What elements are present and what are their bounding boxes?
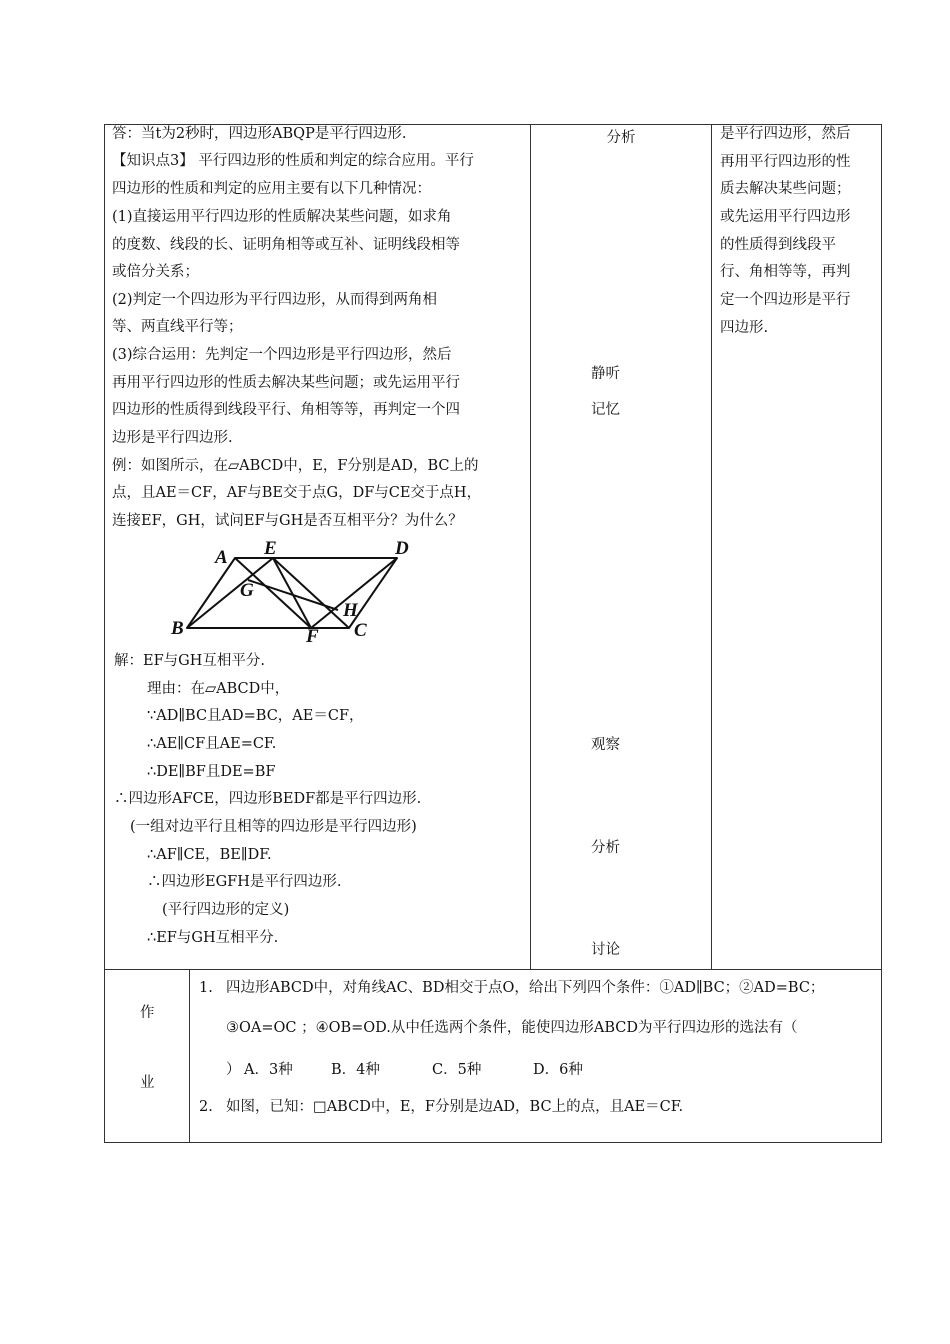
row-divider (104, 969, 882, 970)
homework-label: 作 (140, 1005, 155, 1021)
solution-line: ∴四边形EGFH是平行四边形. (147, 874, 342, 890)
case-2-line: 等、两直线平行等； (112, 319, 243, 335)
case-2-line: (2)判定一个四边形为平行四边形，从而得到两角相 (112, 292, 438, 308)
solution-line: (平行四边形的定义) (162, 902, 290, 918)
solution-line: ∴EF与GH互相平分. (147, 930, 279, 946)
label-e: E (264, 538, 277, 559)
option-a: A．3种 (244, 1062, 293, 1078)
case-1-line: 或倍分关系； (112, 264, 199, 280)
solution-line: ∴AE∥CF且AE=CF. (147, 736, 277, 752)
method-analyze: 分析 (591, 840, 620, 856)
note-line: 或先运用平行四边形 (720, 209, 851, 225)
segment-gh (248, 580, 338, 610)
option-d: D．6种 (533, 1062, 583, 1078)
label-d: D (395, 538, 409, 559)
note-line: 定一个四边形是平行 (720, 292, 851, 308)
solution-line: ∴四边形AFCE，四边形BEDF都是平行四边形. (114, 791, 422, 807)
label-c: C (354, 620, 367, 641)
question-1-number: 1. (199, 980, 213, 996)
method-remember: 记忆 (591, 402, 620, 418)
note-line: 是平行四边形，然后 (720, 126, 851, 142)
solution-line: (一组对边平行且相等的四边形是平行四边形) (130, 819, 417, 835)
example-line: 例：如图所示，在▱ABCD中，E，F分别是AD，BC上的 (112, 458, 479, 474)
method-observe: 观察 (591, 737, 620, 753)
parallelogram-figure (165, 536, 425, 646)
knowledge-point-heading: 【知识点3】 平行四边形的性质和判定的综合应用。平行 (112, 153, 474, 169)
case-3-line: 边形是平行四边形. (112, 430, 233, 446)
question-1-text: ③OA=OC ；④OB=OD.从中任选两个条件，能使四边形ABCD为平行四边形的选法有（ (226, 1020, 798, 1036)
note-line: 再用平行四边形的性 (720, 154, 851, 170)
case-1-line: 的度数、线段的长、证明角相等或互补、证明线段相等 (112, 237, 460, 253)
note-line: 四边形. (720, 320, 769, 336)
note-line: 的性质得到线段平 (720, 237, 836, 253)
answer-line: 答：当t为2秒时，四边形ABQP是平行四边形. (112, 126, 407, 142)
label-h: H (343, 600, 358, 621)
label-a: A (215, 547, 228, 568)
method-analyze: 分析 (606, 130, 636, 146)
question-2-number: 2. (199, 1099, 213, 1115)
column-divider-2 (711, 124, 712, 970)
segment-ef (273, 558, 311, 628)
method-discuss: 讨论 (591, 942, 620, 958)
example-line: 点，且AE＝CF，AF与BE交于点G，DF与CE交于点H， (112, 485, 482, 501)
option-c: C．5种 (432, 1062, 482, 1078)
label-b: B (171, 618, 184, 639)
label-f: F (306, 626, 319, 647)
table-border-left (104, 124, 105, 1143)
solution-line: 理由：在▱ABCD中， (147, 681, 290, 697)
column-divider-1 (530, 124, 531, 970)
solution-line: ∴AF∥CE，BE∥DF. (147, 847, 272, 863)
question-1-text: 四边形ABCD中，对角线AC、BD相交于点O，给出下列四个条件：①AD∥BC；②AD=BC； (226, 980, 825, 996)
homework-label: 业 (140, 1075, 155, 1091)
case-3-line: (3)综合运用：先判定一个四边形是平行四边形，然后 (112, 347, 452, 363)
note-line: 行、角相等等，再判 (720, 264, 851, 280)
method-listen: 静听 (591, 366, 620, 382)
question-1-close-paren: ） (226, 1062, 241, 1078)
segment-be (187, 558, 273, 628)
option-b: B．4种 (331, 1062, 380, 1078)
solution-line: ∵AD∥BC且AD=BC，AE＝CF， (147, 708, 364, 724)
case-1-line: (1)直接运用平行四边形的性质解决某些问题，如求角 (112, 209, 452, 225)
label-g: G (240, 580, 254, 601)
note-line: 质去解决某些问题； (720, 181, 851, 197)
knowledge-point-text: 四边形的性质和判定的应用主要有以下几种情况： (112, 181, 431, 197)
homework-label-divider (189, 969, 190, 1143)
case-3-line: 四边形的性质得到线段平行、角相等等，再判定一个四 (112, 402, 460, 418)
table-border-bottom (104, 1142, 882, 1143)
solution-line: ∴DE∥BF且DE=BF (147, 764, 276, 780)
table-border-right (881, 124, 882, 1143)
case-3-line: 再用平行四边形的性质去解决某些问题；或先运用平行 (112, 375, 460, 391)
question-2-text: 如图，已知：□ABCD中，E，F分别是边AD，BC上的点，且AE＝CF. (226, 1099, 684, 1115)
solution-line: 解：EF与GH互相平分. (114, 653, 265, 669)
example-line: 连接EF，GH，试问EF与GH是否互相平分？为什么？ (112, 513, 463, 529)
